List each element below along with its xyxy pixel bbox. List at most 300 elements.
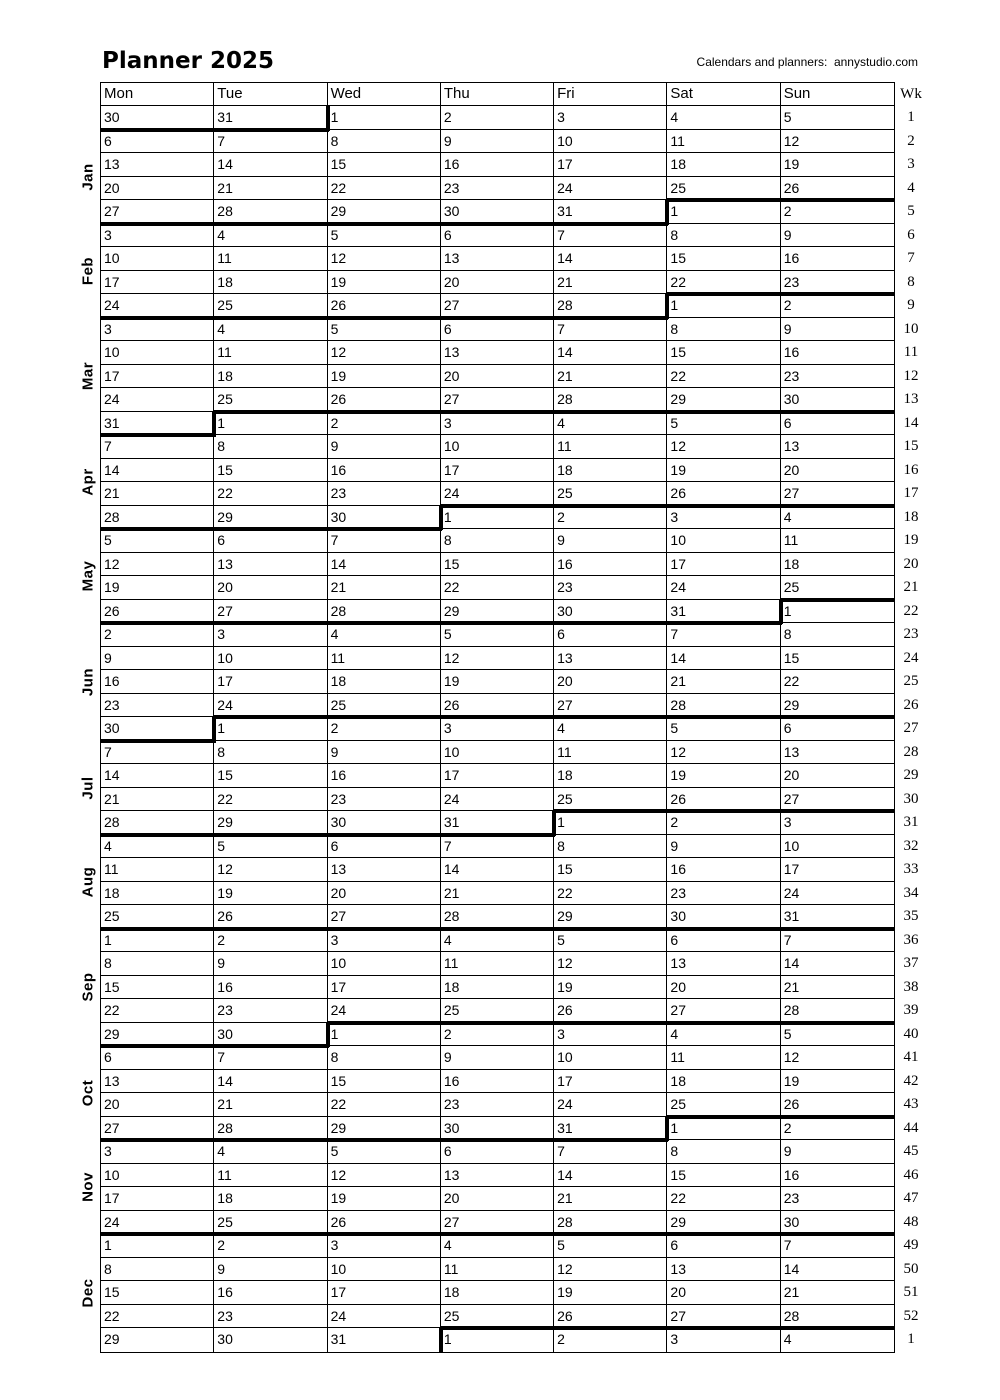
day-header-sat: Sat [667, 83, 780, 106]
page-title: Planner 2025 [102, 48, 274, 74]
day-cell: 28 [214, 200, 327, 224]
day-cell: 1 [101, 929, 214, 953]
day-cell: 19 [328, 271, 441, 295]
month-boundary-line [327, 222, 442, 226]
day-cell: 21 [667, 670, 780, 694]
day-cell: 17 [101, 271, 214, 295]
day-cell: 12 [328, 341, 441, 365]
day-cell: 16 [328, 764, 441, 788]
day-cell: 28 [554, 294, 667, 318]
day-cell: 5 [328, 224, 441, 248]
day-cell: 4 [554, 717, 667, 741]
day-cell: 26 [781, 177, 894, 201]
month-boundary-line [666, 621, 781, 625]
month-boundary-line [213, 927, 328, 931]
day-cell: 3 [328, 1234, 441, 1258]
day-cell: 27 [101, 1117, 214, 1141]
day-cell: 11 [214, 341, 327, 365]
month-label-dec: Dec [79, 1278, 97, 1308]
month-boundary-line [213, 833, 328, 837]
week-number: 32 [903, 837, 919, 854]
day-cell: 24 [667, 576, 780, 600]
day-cell: 26 [554, 1305, 667, 1329]
day-cell: 10 [554, 130, 667, 154]
month-boundary-line [101, 316, 216, 320]
month-boundary-line [101, 433, 216, 437]
day-cell: 14 [554, 247, 667, 271]
month-boundary-line [440, 833, 555, 837]
day-cell: 5 [214, 835, 327, 859]
day-cell: 29 [214, 811, 327, 835]
day-cell: 25 [667, 177, 780, 201]
day-cell: 21 [781, 1281, 894, 1305]
day-cell: 13 [328, 858, 441, 882]
day-cell: 13 [214, 553, 327, 577]
day-cell: 15 [101, 976, 214, 1000]
day-cell: 12 [101, 553, 214, 577]
month-boundary-line [439, 1327, 443, 1353]
month-boundary-line [552, 810, 556, 836]
day-cell: 3 [667, 1328, 780, 1352]
month-boundary-line [666, 292, 781, 296]
day-cell: 27 [441, 388, 554, 412]
day-cell: 10 [214, 647, 327, 671]
day-cell: 17 [554, 1070, 667, 1094]
day-cell: 7 [781, 1234, 894, 1258]
day-cell: 18 [667, 1070, 780, 1094]
month-boundary-line [780, 809, 895, 813]
day-cell: 1 [667, 1117, 780, 1141]
month-label-feb: Feb [79, 256, 97, 285]
day-cell: 3 [554, 106, 667, 130]
day-cell: 1 [441, 1328, 554, 1352]
week-number: 28 [903, 743, 919, 760]
month-boundary-line [213, 1138, 328, 1142]
month-boundary-line [553, 1021, 668, 1025]
day-cell: 14 [781, 1258, 894, 1282]
day-cell: 22 [667, 365, 780, 389]
day-cell: 17 [441, 459, 554, 483]
day-cell: 25 [441, 999, 554, 1023]
day-cell: 7 [328, 529, 441, 553]
day-cell: 18 [441, 1281, 554, 1305]
week-number: 1 [907, 109, 915, 125]
day-cell: 11 [667, 130, 780, 154]
day-cell: 11 [328, 647, 441, 671]
day-cell: 6 [667, 929, 780, 953]
day-cell: 20 [441, 271, 554, 295]
day-cell: 27 [667, 1305, 780, 1329]
month-boundary-line [553, 316, 668, 320]
day-cell: 2 [328, 412, 441, 436]
day-cell: 9 [554, 529, 667, 553]
day-cell: 20 [667, 976, 780, 1000]
day-cell: 26 [441, 694, 554, 718]
day-cell: 21 [214, 177, 327, 201]
day-cell: 13 [667, 952, 780, 976]
day-cell: 14 [101, 459, 214, 483]
week-number: 16 [903, 461, 919, 478]
day-cell: 7 [554, 1140, 667, 1164]
day-cell: 24 [214, 694, 327, 718]
day-cell: 19 [554, 976, 667, 1000]
day-cell: 16 [781, 247, 894, 271]
week-number: 33 [903, 861, 919, 877]
day-cell: 10 [667, 529, 780, 553]
month-boundary-line [666, 1021, 781, 1025]
month-label-may: May [79, 560, 97, 592]
day-cell: 23 [667, 882, 780, 906]
day-cell: 30 [441, 1117, 554, 1141]
month-boundary-line [101, 128, 216, 132]
day-cell: 7 [214, 130, 327, 154]
day-cell: 29 [441, 600, 554, 624]
day-cell: 8 [214, 741, 327, 765]
day-cell: 24 [554, 177, 667, 201]
day-cell: 16 [101, 670, 214, 694]
month-boundary-line [212, 411, 216, 437]
day-cell: 10 [328, 1258, 441, 1282]
day-cell: 23 [214, 999, 327, 1023]
day-cell: 24 [101, 294, 214, 318]
month-boundary-line [213, 527, 328, 531]
day-cell: 31 [214, 106, 327, 130]
day-cell: 30 [781, 1211, 894, 1235]
day-cell: 31 [554, 1117, 667, 1141]
day-cell: 4 [781, 506, 894, 530]
month-boundary-line [327, 316, 442, 320]
day-cell: 10 [441, 741, 554, 765]
day-cell: 12 [214, 858, 327, 882]
week-number: 8 [907, 273, 915, 290]
day-cell: 13 [101, 153, 214, 177]
month-boundary-line [213, 621, 328, 625]
week-number: 2 [907, 132, 915, 149]
month-boundary-line [440, 715, 555, 719]
day-cell: 5 [441, 623, 554, 647]
day-cell: 26 [667, 788, 780, 812]
day-cell: 6 [441, 318, 554, 342]
week-number: 23 [903, 626, 919, 642]
week-number: 47 [903, 1190, 919, 1206]
day-cell: 17 [101, 1187, 214, 1211]
day-cell: 5 [781, 106, 894, 130]
day-cell: 22 [214, 482, 327, 506]
day-cell: 2 [667, 811, 780, 835]
day-cell: 21 [214, 1093, 327, 1117]
day-cell: 2 [781, 1117, 894, 1141]
day-cell: 23 [781, 1187, 894, 1211]
credit-text: Calendars and planners: annystudio.com [696, 55, 918, 69]
day-cell: 30 [214, 1023, 327, 1047]
day-cell: 31 [441, 811, 554, 835]
day-cell: 18 [214, 1187, 327, 1211]
day-cell: 2 [214, 929, 327, 953]
month-boundary-line [440, 316, 555, 320]
week-number: 22 [903, 602, 919, 619]
day-cell: 20 [328, 882, 441, 906]
day-cell: 5 [667, 717, 780, 741]
day-cell: 28 [554, 388, 667, 412]
day-cell: 23 [781, 271, 894, 295]
day-cell: 31 [781, 905, 894, 929]
day-cell: 4 [441, 929, 554, 953]
month-boundary-line [439, 505, 443, 531]
month-boundary-line [327, 715, 442, 719]
day-cell: 29 [781, 694, 894, 718]
day-cell: 15 [781, 647, 894, 671]
day-cell: 4 [783, 1331, 792, 1347]
day-cell: 25 [214, 388, 327, 412]
day-cell: 16 [667, 858, 780, 882]
day-header-tue: Tue [214, 83, 327, 106]
day-cell: 14 [328, 553, 441, 577]
day-cell: 21 [554, 271, 667, 295]
day-cell: 25 [214, 294, 327, 318]
week-number: 41 [903, 1049, 919, 1065]
day-cell: 23 [441, 177, 554, 201]
month-boundary-line [212, 716, 216, 742]
month-boundary-line [213, 410, 328, 414]
day-cell: 20 [441, 365, 554, 389]
week-number: 44 [903, 1119, 919, 1136]
day-cell: 4 [214, 318, 327, 342]
day-cell: 7 [554, 318, 667, 342]
day-cell: 13 [667, 1258, 780, 1282]
day-cell: 24 [554, 1093, 667, 1117]
week-number: 51 [903, 1284, 919, 1300]
month-boundary-line [779, 599, 783, 625]
week-number: 48 [903, 1213, 919, 1230]
day-cell: 18 [441, 976, 554, 1000]
day-cell: 29 [214, 506, 327, 530]
day-cell: 16 [441, 153, 554, 177]
day-cell: 28 [101, 506, 214, 530]
day-cell: 11 [214, 247, 327, 271]
day-cell: 18 [781, 553, 894, 577]
day-cell: 17 [328, 976, 441, 1000]
day-cell: 3 [101, 318, 214, 342]
day-cell: 12 [667, 435, 780, 459]
day-cell: 6 [781, 717, 894, 741]
week-number: 10 [903, 320, 919, 337]
day-cell: 30 [101, 717, 214, 741]
day-cell: 1 [667, 294, 780, 318]
day-cell: 27 [441, 1211, 554, 1235]
month-label-sep: Sep [79, 972, 97, 1002]
day-cell: 28 [214, 1117, 327, 1141]
day-cell: 13 [441, 247, 554, 271]
month-boundary-line [780, 504, 895, 508]
day-cell: 27 [554, 694, 667, 718]
day-cell: 6 [101, 130, 214, 154]
day-cell: 22 [214, 788, 327, 812]
day-cell: 16 [214, 976, 327, 1000]
day-cell: 20 [101, 1093, 214, 1117]
day-cell: 21 [781, 976, 894, 1000]
day-cell: 4 [214, 224, 327, 248]
day-cell: 12 [441, 647, 554, 671]
day-cell: 10 [554, 1046, 667, 1070]
day-cell: 24 [781, 882, 894, 906]
day-cell: 10 [101, 1164, 214, 1188]
month-label-mar: Mar [79, 362, 97, 391]
week-number: 4 [907, 179, 915, 196]
day-cell: 13 [101, 1070, 214, 1094]
day-cell: 20 [214, 576, 327, 600]
month-boundary-line [213, 715, 328, 719]
month-boundary-line [666, 715, 781, 719]
day-cell: 18 [667, 153, 780, 177]
day-cell: 18 [214, 271, 327, 295]
year-calendar [100, 82, 895, 1353]
day-cell: 20 [781, 459, 894, 483]
day-cell: 29 [101, 1023, 214, 1047]
day-cell: 10 [101, 341, 214, 365]
day-cell: 2 [328, 717, 441, 741]
day-cell: 15 [214, 459, 327, 483]
day-cell: 16 [214, 1281, 327, 1305]
day-cell: 26 [781, 1093, 894, 1117]
day-cell: 18 [101, 882, 214, 906]
day-cell: 29 [328, 200, 441, 224]
week-number: 25 [903, 673, 919, 689]
month-boundary-line [327, 1232, 442, 1236]
day-cell: 6 [441, 224, 554, 248]
month-boundary-line [666, 809, 781, 813]
day-cell: 7 [554, 224, 667, 248]
day-cell: 8 [667, 1140, 780, 1164]
day-cell: 12 [781, 1046, 894, 1070]
day-cell: 22 [781, 670, 894, 694]
day-cell: 17 [101, 365, 214, 389]
day-cell: 8 [328, 1046, 441, 1070]
day-cell: 30 [101, 106, 214, 130]
week-number: 50 [903, 1260, 919, 1277]
day-cell: 29 [101, 1328, 214, 1352]
month-boundary-line [780, 598, 895, 602]
month-boundary-line [666, 1326, 781, 1330]
day-cell: 27 [214, 600, 327, 624]
month-boundary-line [666, 1232, 781, 1236]
day-cell: 22 [667, 271, 780, 295]
month-boundary-line [666, 410, 781, 414]
day-cell: 3 [441, 412, 554, 436]
week-number: 3 [907, 156, 915, 172]
day-cell: 25 [441, 1305, 554, 1329]
week-number: 17 [903, 485, 919, 501]
day-cell: 6 [441, 1140, 554, 1164]
month-boundary-line [440, 1021, 555, 1025]
week-number: 13 [903, 391, 919, 407]
day-cell: 19 [328, 365, 441, 389]
day-cell: 8 [554, 835, 667, 859]
week-number: 14 [903, 414, 919, 431]
month-boundary-line [553, 927, 668, 931]
day-cell: 25 [214, 1211, 327, 1235]
day-cell: 13 [781, 741, 894, 765]
week-number: 7 [907, 250, 915, 266]
month-boundary-line [665, 199, 669, 225]
day-cell: 5 [328, 1140, 441, 1164]
day-cell: 4 [328, 623, 441, 647]
month-label-aug: Aug [79, 866, 97, 897]
month-boundary-line [101, 739, 216, 743]
day-cell: 3 [554, 1023, 667, 1047]
month-label-apr: Apr [79, 468, 97, 496]
day-cell: 6 [781, 412, 894, 436]
day-cell: 17 [781, 858, 894, 882]
month-boundary-line [780, 1232, 895, 1236]
day-cell: 25 [554, 788, 667, 812]
day-cell: 15 [667, 247, 780, 271]
day-cell: 22 [554, 882, 667, 906]
day-cell: 13 [554, 647, 667, 671]
month-boundary-line [553, 410, 668, 414]
month-boundary-line [553, 715, 668, 719]
month-boundary-line [101, 621, 216, 625]
day-cell: 17 [328, 1281, 441, 1305]
month-boundary-line [553, 504, 668, 508]
day-cell: 3 [101, 224, 214, 248]
day-cell: 1 [214, 717, 327, 741]
day-cell: 2 [781, 200, 894, 224]
month-boundary-line [665, 1116, 669, 1142]
day-cell: 5 [101, 529, 214, 553]
day-cell: 19 [667, 764, 780, 788]
day-cell: 9 [781, 318, 894, 342]
week-number: 38 [903, 978, 919, 995]
day-cell: 28 [101, 811, 214, 835]
day-cell: 31 [554, 200, 667, 224]
month-label-oct: Oct [79, 1079, 97, 1107]
day-cell: 26 [214, 905, 327, 929]
day-cell: 21 [101, 788, 214, 812]
day-cell: 1 [441, 506, 554, 530]
week-number: 12 [903, 367, 919, 384]
month-label-nov: Nov [79, 1172, 97, 1202]
week-number: 46 [903, 1166, 919, 1183]
day-cell: 22 [328, 177, 441, 201]
day-cell: 7 [781, 929, 894, 953]
day-cell: 9 [781, 1140, 894, 1164]
day-cell: 3 [214, 623, 327, 647]
day-cell: 17 [441, 764, 554, 788]
day-cell: 31 [667, 600, 780, 624]
day-cell: 3 [101, 1140, 214, 1164]
month-boundary-line [780, 1326, 895, 1330]
day-cell: 6 [214, 529, 327, 553]
day-cell: 9 [101, 647, 214, 671]
day-cell: 2 [554, 506, 667, 530]
day-cell: 2 [441, 106, 554, 130]
day-cell: 19 [328, 1187, 441, 1211]
week-number: 26 [903, 696, 919, 713]
day-cell: 28 [667, 694, 780, 718]
day-cell: 20 [554, 670, 667, 694]
day-cell: 19 [554, 1281, 667, 1305]
day-cell: 15 [328, 1070, 441, 1094]
month-label-jun: Jun [79, 667, 97, 696]
day-cell: 22 [101, 999, 214, 1023]
month-boundary-line [553, 1232, 668, 1236]
month-boundary-line [440, 222, 555, 226]
week-number: 34 [903, 884, 919, 901]
day-cell: 26 [328, 294, 441, 318]
day-cell: 5 [328, 318, 441, 342]
month-boundary-line [101, 1232, 216, 1236]
day-cell: 4 [101, 835, 214, 859]
